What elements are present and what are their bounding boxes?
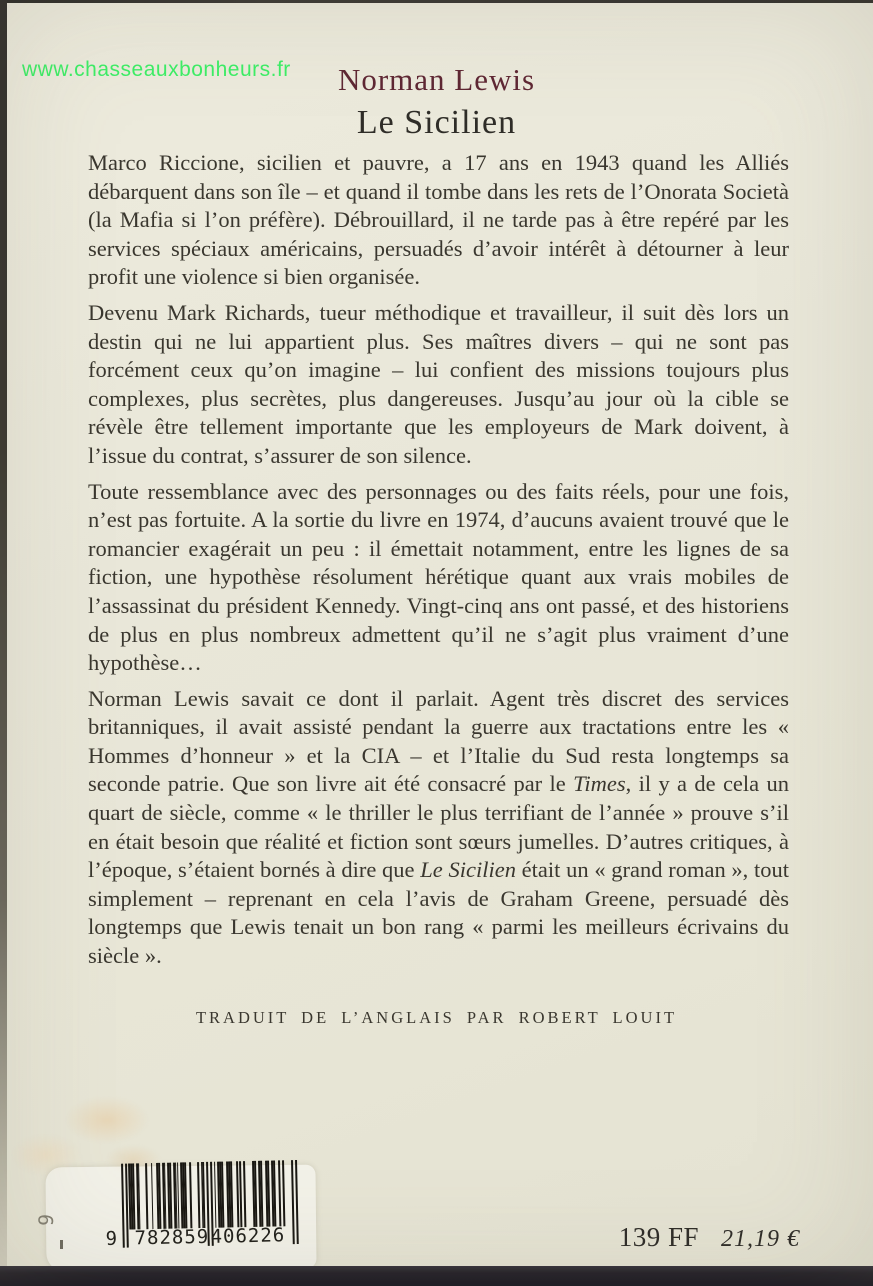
book-bottom-edge-shadow: [0, 1266, 873, 1286]
photo-top-edge: [0, 0, 873, 3]
translator-credit: TRADUIT DE L’ANGLAIS PAR ROBERT LOUIT: [195, 1008, 678, 1027]
back-cover-blurb: [88, 149, 789, 978]
watermark-url: www.chasseauxbonheurs.fr: [22, 58, 291, 81]
blurb-paragraph: Devenu Mark Richards, tueur méthodique et travailleur, il suit dès lors un destin qui ne lui appartient plus. Ses maîtres divers – qui ne sont pas forcément ceux qu’on imagine – lui confient des missions toujours plus complexes, plus secrètes, plus dangereuses. Jusqu’au jour où la cible se révèle être tellement importante que les employeurs de Mark doivent, à l’issue du contrat, s’assurer de son silence.: [88, 299, 789, 468]
price-francs: 139 FF: [618, 1222, 699, 1252]
blurb-paragraph: Marco Riccione, sicilien et pauvre, a 17 ans en 1943 quand les Alliés débarquent dans son île – et quand il tombe dans les rets de l’Onorata Società (la Mafia si l’on préfère). Débrouillard, il ne tarde pas à être repéré par les services spéciaux américains, persuadés d’avoir intérêt à détourner à leur profit une violence si bien organisée.: [88, 150, 789, 290]
price-line: [0, 1222, 800, 1253]
photo-left-edge: [0, 0, 7, 1286]
price-euros: 21,19 €: [721, 1226, 800, 1252]
author-name: Norman Lewis: [337, 62, 536, 97]
barcode-digit-group-1: 782859: [134, 1225, 210, 1250]
book-title: Le Sicilien: [356, 104, 517, 141]
sticker-rotated-digit: 9: [33, 1213, 59, 1227]
barcode-digit-group-2: 406226: [210, 1224, 286, 1248]
barcode-first-digit: 9: [105, 1227, 119, 1251]
blurb-paragraph: Toute ressemblance avec des personnages ou des faits réels, pour une fois, n’est pas fortuite. A la sortie du livre en 1974, d’aucuns avaient trouvé que le romancier exagérait un peu : il émettait notamment, entre les lignes de sa fiction, une hypothèse résolument hérétique quant aux vrais mobiles de l’assassinat du président Kennedy. Vingt-cinq ans ont passé, et des historiens de plus en plus nombreux admettent qu’il ne s’agit plus vraiment d’une hypothèse…: [88, 478, 789, 676]
blurb-paragraph: Norman Lewis savait ce dont il parlait. Agent très discret des services britanniques, il avait assisté pendant la guerre aux tractations entre les « Hommes d’honneur » et la CIA – et l’Italie du Sud resta longtemps sa seconde patrie. Que son livre ait été consacré par le Times, il y a de cela un quart de siècle, comme « le thriller le plus terrifiant de l’année » prouve s’il en était besoin que réalité et fiction sont sœurs jumelles. D’autres critiques, à l’époque, s’étaient bornés à dire que Le Sicilien était un « grand roman », tout simplement – reprenant en cela l’avis de Graham Greene, persuadé dès longtemps que Lewis tenait un bon rang « parmi les meilleurs écrivains du siècle ».: [88, 685, 790, 969]
